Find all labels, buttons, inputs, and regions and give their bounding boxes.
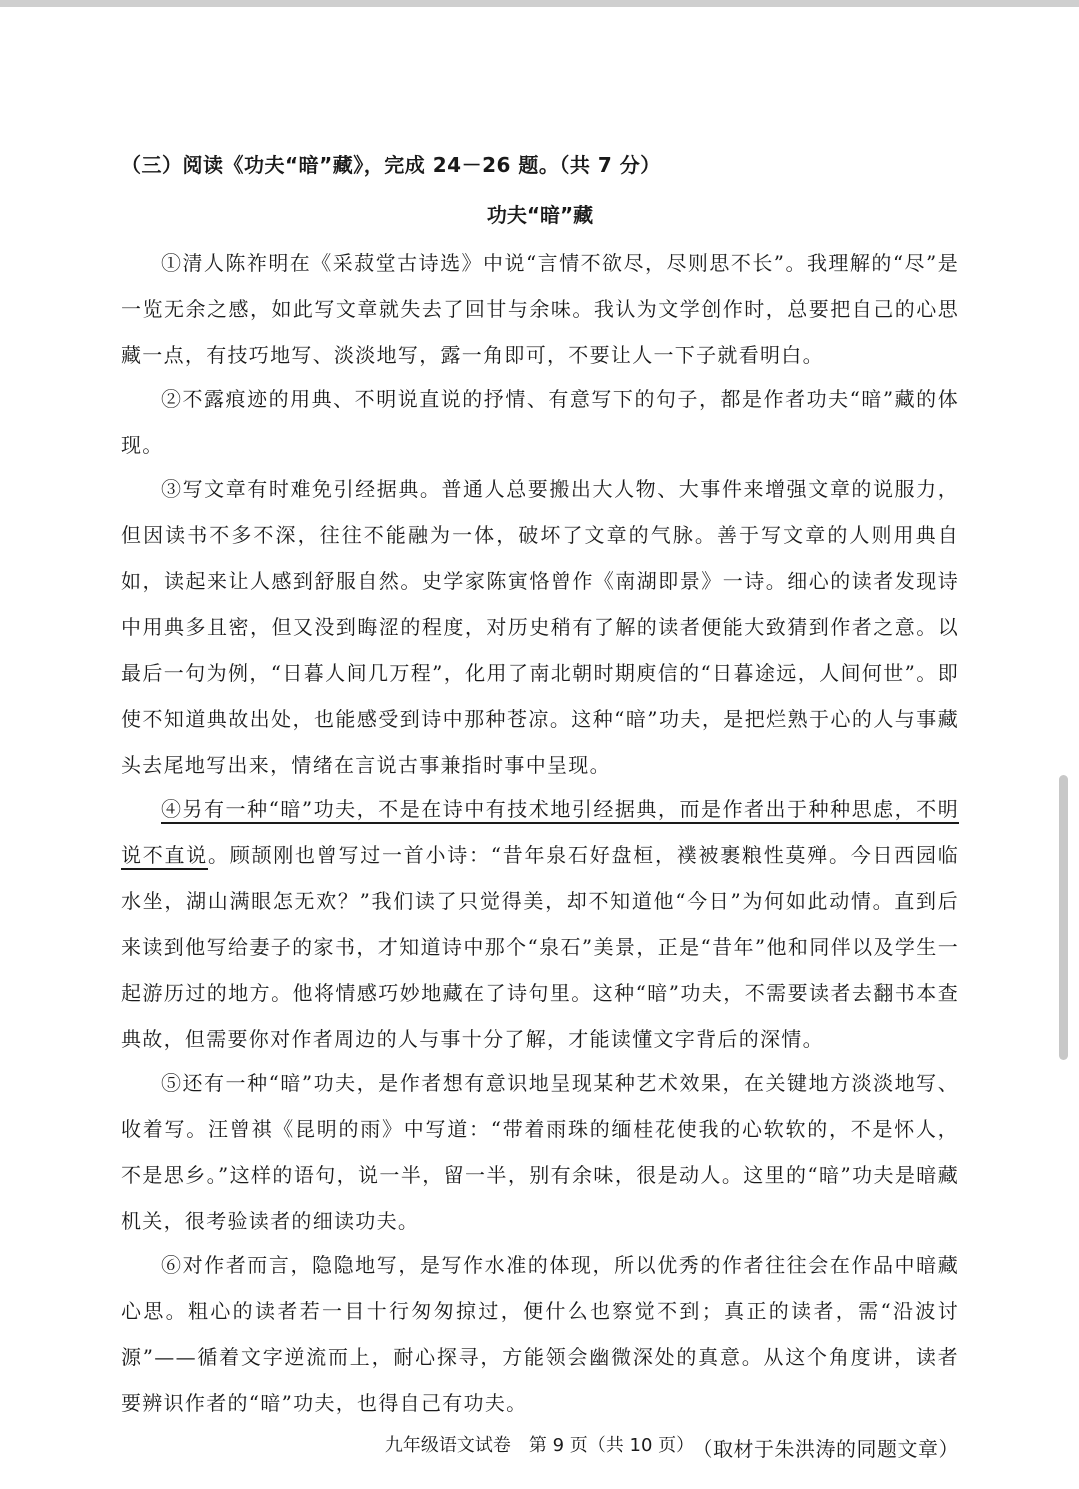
paragraph-4-rest: 。顾颉刚也曾写过一首小诗：“昔年泉石好盘桓，襆被裹粮性莫殚。今日西园临水坐，湖山满眼怎无欢？”我们读了只觉得美，却不知道他“今日”为何如此动情。直到后来读到他写给妻子的家书，才知道诗中那个“泉石”美景，正是“昔年”他和同伴以及学生一起游历过的地方。他将情感巧妙地藏在了诗句里。这种“暗”功夫，不需要读者去翻书本查典故，但需要你对作者周边的人与事十分了解，才能读懂文字背后的深情。 — [121, 843, 959, 1051]
scrollbar-thumb[interactable] — [1059, 775, 1068, 1060]
exam-page — [121, 150, 959, 1472]
article-title: 功夫“暗”藏 — [486, 203, 594, 227]
section-header: （三）阅读《功夫“暗”藏》，完成 24－26 题。（共 7 分） — [121, 153, 661, 177]
paragraph-1: ①清人陈祚明在《采菽堂古诗选》中说“言情不欲尽，尽则思不长”。我理解的“尽”是一览无余之感，如此写文章就失去了回甘与余味。我认为文学创作时，总要把自己的心思藏一点，有技巧地写、淡淡地写，露一角即可，不要让人一下子就看明白。 — [121, 251, 959, 367]
paragraph-3: ③写文章有时难免引经据典。普通人总要搬出大人物、大事件来增强文章的说服力，但因读书不多不深，往往不能融为一体，破坏了文章的气脉。善于写文章的人则用典自如，读起来让人感到舒服自然。史学家陈寅恪曾作《南湖即景》一诗。细心的读者发现诗中用典多且密，但又没到晦涩的程度，对历史稍有了解的读者便能大致猜到作者之意。以最后一句为例，“日暮人间几万程”，化用了南北朝时期庾信的“日暮途远，人间何世”。即使不知道典故出处，也能感受到诗中那种苍凉。这种“暗”功夫，是把烂熟于心的人与事藏头去尾地写出来，情绪在言说古事兼指时事中呈现。 — [121, 477, 959, 777]
article-source: （取材于朱洪涛的同题文章） — [692, 1437, 959, 1461]
paragraph-4-underlined-sentence: ④另有一种“暗”功夫，不是在诗中有技术地引经据典，而是作者出于种种思虑，不明说不直说 — [121, 797, 959, 867]
top-edge-band — [0, 0, 1079, 7]
paragraph-6: ⑥对作者而言，隐隐地写，是写作水准的体现，所以优秀的作者往往会在作品中暗藏心思。粗心的读者若一目十行匆匆掠过，便什么也察觉不到；真正的读者，需“沿波讨源”——循着文字逆流而上，耐心探寻，方能领会幽微深处的真意。从这个角度讲，读者要辨识作者的“暗”功夫，也得自己有功夫。 — [121, 1253, 959, 1415]
paragraph-5: ⑤还有一种“暗”功夫，是作者想有意识地呈现某种艺术效果，在关键地方淡淡地写、收着写。汪曾祺《昆明的雨》中写道：“带着雨珠的缅桂花使我的心软软的，不是怀人，不是思乡。”这样的语句，说一半，留一半，别有余味，很是动人。这里的“暗”功夫是暗藏机关，很考验读者的细读功夫。 — [121, 1071, 959, 1233]
page-footer: 九年级语文试卷 第 9 页（共 10 页） — [384, 1435, 695, 1456]
paragraph-4 — [121, 786, 959, 1062]
paragraph-2: ②不露痕迹的用典、不明说直说的抒情、有意写下的句子，都是作者功夫“暗”藏的体现。 — [121, 387, 959, 457]
